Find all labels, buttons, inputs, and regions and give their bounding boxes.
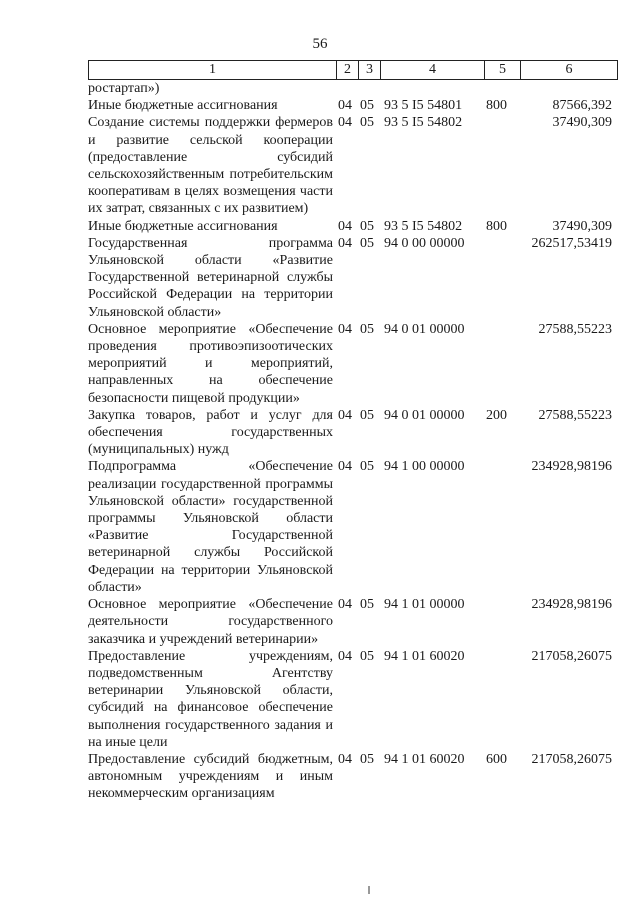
row-col-2: 04: [338, 751, 352, 767]
row-name: Основное мероприятие «Обеспечение проведения противоэпизоотических мероприятий и мероприятий, направленных на обеспечение безопасности пищевой продукции»: [88, 321, 333, 406]
row-col-3: 05: [360, 407, 374, 423]
scan-artifact: [368, 886, 370, 894]
row-col-5: [484, 235, 520, 321]
row-name: Иные бюджетные ассигнования: [88, 218, 278, 234]
row-col-3: 05: [360, 218, 374, 234]
row-col-5: [484, 80, 520, 97]
row-amount: 217058,26075: [531, 648, 612, 664]
row-col-3: 05: [360, 235, 374, 251]
row-col-4: [380, 80, 484, 97]
row-col-2: 04: [338, 459, 352, 475]
row-name: Государственная программа Ульяновской области «Развитие Государственной ветеринарной службы Российской Федерации на территории Ульяновской области»: [88, 235, 333, 320]
table-row: [88, 235, 618, 321]
row-col-4: 94 1 01 60020: [384, 751, 465, 767]
row-amount: 217058,26075: [531, 751, 612, 767]
row-amount: 234928,98196: [531, 459, 612, 475]
row-col-2: 04: [338, 98, 352, 114]
row-col-3: 05: [360, 98, 374, 114]
row-col-4: 94 0 00 00000: [384, 235, 465, 251]
row-col-2: 04: [338, 218, 352, 234]
row-col-4: 93 5 I5 54802: [384, 115, 463, 131]
row-col-4: 94 0 01 00000: [384, 407, 465, 423]
row-col-5: 600: [486, 751, 507, 767]
row-col-4: 94 1 01 60020: [384, 648, 465, 664]
row-col-5: [484, 114, 520, 217]
page-number: 56: [312, 36, 328, 52]
row-col-2: 04: [338, 115, 352, 131]
row-col-5: [484, 596, 520, 648]
table-row: [88, 648, 618, 751]
header-col-4: 4: [381, 61, 485, 79]
table-row: [88, 80, 618, 97]
row-col-3: 05: [360, 115, 374, 131]
table-body: [88, 80, 618, 803]
table-header: [88, 60, 618, 80]
table-row: [88, 114, 618, 217]
row-amount: 234928,98196: [531, 597, 612, 613]
header-col-6: 6: [565, 62, 573, 77]
row-name: Предоставление учреждениям, подведомственным Агентству ветеринарии Ульяновской области, субсидий на финансовое обеспечение выполнения государственного задания и на иные цели: [88, 648, 333, 750]
table-row: [88, 407, 618, 459]
row-name: Основное мероприятие «Обеспечение деятельности государственного заказчика и учреждений ветеринарии»: [88, 597, 333, 647]
row-col-3: 05: [360, 597, 374, 613]
row-amount: 262517,53419: [531, 235, 612, 251]
row-col-5: [484, 321, 520, 407]
row-col-2: 04: [338, 648, 352, 664]
row-amount: [520, 80, 616, 97]
row-col-2: 04: [338, 407, 352, 423]
row-col-5: 800: [486, 218, 507, 234]
row-col-3: 05: [360, 751, 374, 767]
row-col-4: 94 1 01 00000: [384, 597, 465, 613]
row-col-2: 04: [338, 597, 352, 613]
table-row: [88, 218, 618, 235]
row-col-5: 200: [486, 407, 507, 423]
table-row: [88, 321, 618, 407]
row-col-3: 05: [360, 321, 374, 337]
header-col-5: 5: [485, 61, 521, 79]
row-name: Подпрограмма «Обеспечение реализации государственной программы Ульяновской области» государственной программы Ульяновской области «Развитие Государственной ветеринарной службы Российской Федерации на территории Ульяновской области»: [88, 459, 333, 595]
row-amount: 27588,55223: [538, 407, 612, 423]
row-col-5: [484, 648, 520, 751]
row-col-3: [358, 80, 380, 97]
row-col-3: 05: [360, 648, 374, 664]
row-name: Иные бюджетные ассигнования: [88, 98, 278, 114]
row-name: Закупка товаров, работ и услуг для обеспечения государственных (муниципальных) нужд: [88, 407, 333, 458]
table-row: [88, 458, 618, 596]
row-name: Создание системы поддержки фермеров и развитие сельской кооперации (предоставление субсидий сельскохозяйственным потребительским кооперативам в целях возмещения части их затрат, связанных с их развитием): [88, 115, 333, 217]
row-col-3: 05: [360, 459, 374, 475]
header-col-1: 1: [89, 61, 337, 79]
row-col-4: 94 1 00 00000: [384, 459, 465, 475]
row-amount: 37490,309: [552, 115, 612, 131]
header-col-2: 2: [337, 61, 359, 79]
row-col-4: 94 0 01 00000: [384, 321, 465, 337]
table-row: [88, 596, 618, 648]
row-name: ростартап»): [88, 81, 160, 96]
header-col-3: 3: [359, 61, 381, 79]
table-row: [88, 97, 618, 114]
row-col-5: [484, 458, 520, 596]
row-col-2: 04: [338, 235, 352, 251]
table-row: [88, 751, 618, 803]
row-name: Предоставление субсидий бюджетным, автономным учреждениям и иным некоммерческим организациям: [88, 751, 333, 802]
row-col-4: 93 5 I5 54802: [384, 218, 463, 234]
row-amount: 37490,309: [552, 218, 612, 234]
row-col-2: 04: [338, 321, 352, 337]
row-amount: 87566,392: [552, 98, 612, 114]
row-amount: 27588,55223: [538, 321, 612, 337]
row-col-5: 800: [486, 98, 507, 114]
row-col-4: 93 5 I5 54801: [384, 98, 463, 114]
row-col-2: [336, 80, 358, 97]
